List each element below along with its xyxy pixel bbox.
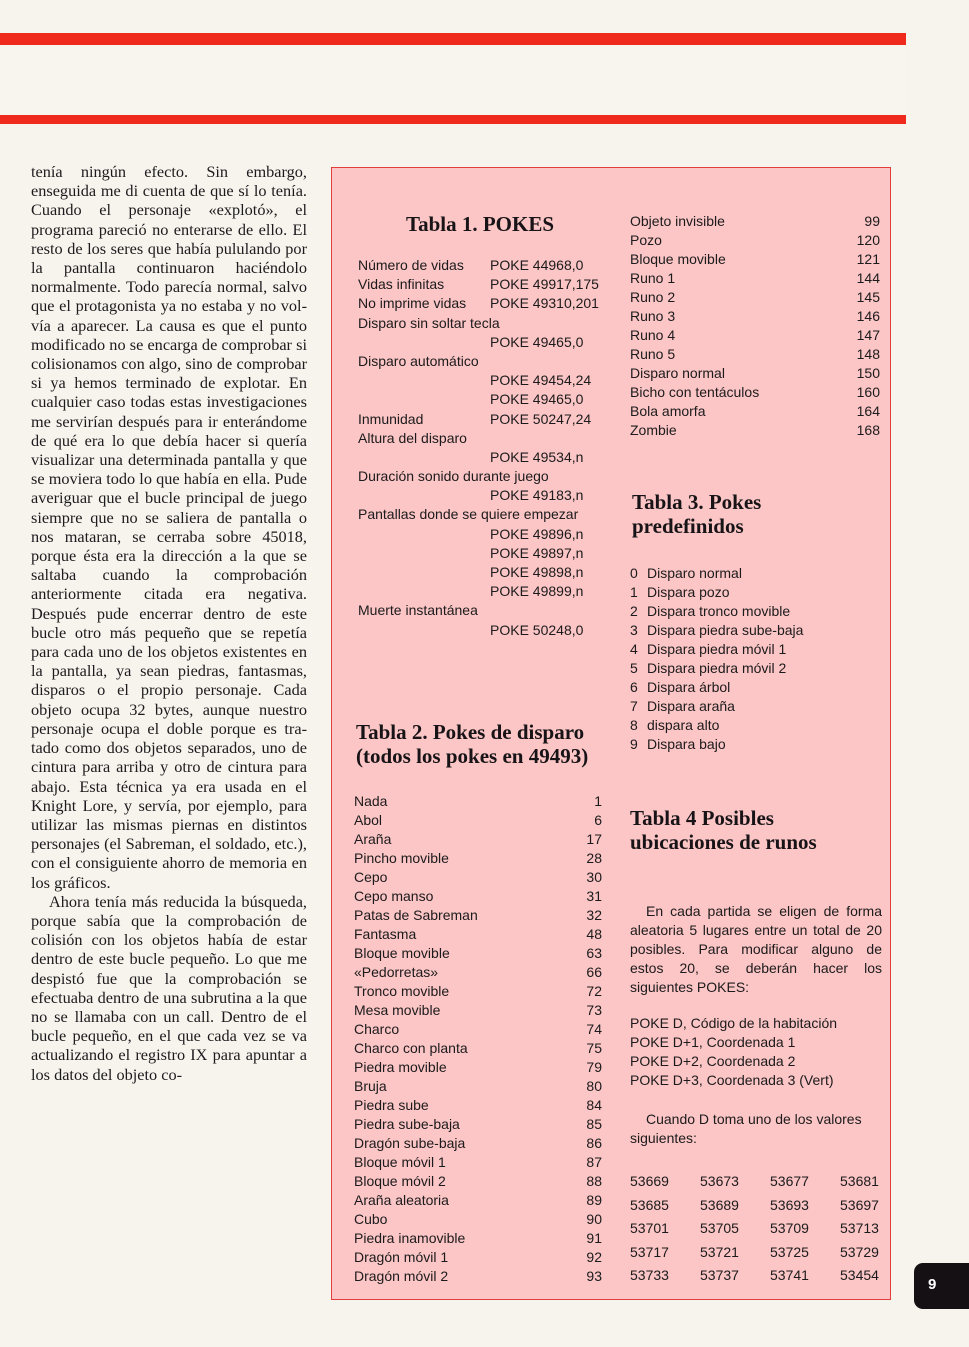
grid-cell: 53701	[630, 1220, 669, 1236]
row-label: Dispara árbol	[647, 679, 731, 695]
grid-cell: 53721	[700, 1243, 739, 1260]
table-row	[358, 275, 618, 294]
row-label: Piedra sube	[354, 1097, 429, 1113]
row-label: Piedra inamovible	[354, 1230, 466, 1246]
table-row	[354, 811, 602, 830]
row-label: Disparo normal	[647, 565, 742, 581]
row-value: 80	[586, 1078, 602, 1094]
table-row	[354, 1248, 602, 1267]
table-row	[358, 390, 618, 409]
table-row	[630, 269, 880, 288]
table-row	[630, 621, 880, 640]
table-row	[630, 697, 880, 716]
row-label: Charco con planta	[354, 1040, 468, 1056]
row-value: 150	[856, 365, 880, 381]
table-row	[354, 925, 602, 944]
row-label: Runo 5	[630, 346, 676, 362]
row-label: Dispara piedra móvil 2	[647, 660, 787, 676]
row-value: 146	[856, 308, 880, 324]
row-label: Zombie	[630, 422, 677, 438]
table-row	[354, 887, 602, 906]
top-red-bar	[0, 33, 906, 45]
tabla3-title: Tabla 3. Pokes predefinidos	[632, 490, 762, 538]
row-value: 79	[586, 1059, 602, 1075]
row-value: 17	[586, 831, 602, 847]
row-value: 86	[586, 1135, 602, 1151]
table-row	[354, 1134, 602, 1153]
row-index: 4	[630, 641, 638, 657]
row-label: Bicho con tentáculos	[630, 384, 760, 400]
table-row	[358, 505, 618, 524]
grid-cell: 53717	[630, 1243, 669, 1260]
row-label: Pincho movible	[354, 850, 449, 866]
table-row	[358, 314, 618, 333]
row-label: Dragón móvil 1	[354, 1249, 449, 1265]
tabla3-list	[630, 564, 880, 754]
table-row	[358, 563, 618, 582]
table-row	[630, 735, 880, 754]
row-label: Runo 2	[630, 289, 676, 305]
tabla2-list	[354, 792, 602, 1286]
row-label: Patas de Sabreman	[354, 907, 478, 923]
row-value: 92	[586, 1249, 602, 1265]
table-row	[630, 421, 880, 440]
row-label: Pozo	[630, 232, 662, 248]
table-row	[354, 1191, 602, 1210]
table-row	[630, 345, 880, 364]
row-index: 9	[630, 736, 638, 752]
row-poke: POKE 49896,n	[490, 525, 584, 542]
row-value: 160	[856, 384, 880, 400]
row-label: Piedra movible	[354, 1059, 447, 1075]
row-label: Objeto invisible	[630, 213, 725, 229]
row-poke: POKE 49183,n	[490, 487, 584, 504]
row-value: 63	[586, 945, 602, 961]
table-row	[354, 1020, 602, 1039]
row-index: 2	[630, 603, 638, 619]
table-row	[354, 1210, 602, 1229]
row-value: 164	[856, 403, 880, 419]
table-row	[630, 659, 880, 678]
tabla4-text	[630, 902, 882, 1148]
row-label: Fantasma	[354, 926, 417, 942]
table-row	[354, 944, 602, 963]
row-value: 145	[856, 289, 880, 305]
row-value: 73	[586, 1002, 602, 1018]
grid-cell: 53729	[840, 1243, 879, 1260]
table-row	[630, 288, 880, 307]
table-row	[358, 486, 618, 505]
row-label: Tronco movible	[354, 983, 450, 999]
row-poke: POKE 44968,0	[490, 257, 584, 273]
row-poke: POKE 49465,0	[490, 333, 584, 350]
row-value: 6	[594, 812, 602, 828]
row-poke: POKE 49454,24	[490, 372, 592, 389]
grid-cell: 53677	[770, 1173, 809, 1189]
grid-cell: 53685	[630, 1196, 669, 1213]
row-index: 7	[630, 698, 638, 714]
row-value: 147	[856, 327, 880, 343]
table-row	[358, 352, 618, 371]
table-row	[630, 678, 880, 697]
tables-box	[331, 167, 891, 1300]
row-value: 72	[586, 983, 602, 999]
grid-cell: 53693	[770, 1196, 809, 1213]
row-value: 99	[864, 213, 880, 229]
table-row	[354, 906, 602, 925]
row-value: 148	[856, 346, 880, 362]
table-row	[358, 256, 618, 275]
table-row	[358, 601, 618, 620]
row-value: 85	[586, 1116, 602, 1132]
row-value: 88	[586, 1173, 602, 1189]
table-row	[630, 402, 880, 421]
row-label: Runo 1	[630, 270, 676, 286]
table-row	[358, 410, 618, 429]
tabla4-pokes	[630, 1014, 882, 1090]
row-label: Mesa movible	[354, 1002, 441, 1018]
row-value: 74	[586, 1021, 602, 1037]
table-row	[630, 564, 880, 583]
table-row	[354, 963, 602, 982]
row-value: 75	[586, 1040, 602, 1056]
row-poke: POKE 50247,24	[490, 410, 592, 427]
row-label: Dragón móvil 2	[354, 1268, 449, 1284]
table-row	[630, 250, 880, 269]
row-label: Nada	[354, 793, 388, 809]
table-row	[630, 231, 880, 250]
page-number: 9	[928, 1276, 937, 1293]
row-value: 87	[586, 1154, 602, 1170]
grid-cell: 53709	[770, 1220, 809, 1236]
table-row	[358, 294, 618, 313]
table-row	[354, 1039, 602, 1058]
tabla1-title: Tabla 1. POKES	[406, 212, 555, 236]
table-row	[354, 1115, 602, 1134]
row-label: Bola amorfa	[630, 403, 706, 419]
table-row	[354, 830, 602, 849]
tabla4-intro: En cada partida se eligen de forma aleatoria 5 lugares entre un total de 20 posibles. Para modificar alguno de estos 20, se deberán hacer los siguientes POKES:	[630, 903, 882, 995]
tabla2-title: Tabla 2. Pokes de disparo (todos los pokes en 49493)	[356, 720, 589, 768]
table-row	[358, 525, 618, 544]
table-row	[630, 602, 880, 621]
table-row	[630, 307, 880, 326]
row-poke: POKE 49917,175	[490, 276, 599, 293]
row-value: 144	[856, 270, 880, 286]
row-poke: POKE 49898,n	[490, 564, 584, 580]
row-label: Dispara piedra sube-baja	[647, 622, 804, 638]
row-label: Disparo sin soltar tecla	[358, 314, 500, 331]
row-label: Bloque movible	[354, 945, 450, 961]
table-row	[358, 371, 618, 390]
grid-cell: 53454	[840, 1267, 879, 1283]
grid-cell: 53713	[840, 1220, 879, 1236]
row-poke: POKE 49465,0	[490, 391, 584, 408]
grid-cell: 53705	[700, 1220, 739, 1236]
second-red-bar	[0, 115, 906, 124]
article-text	[31, 162, 307, 1084]
row-label: Araña	[354, 831, 392, 847]
row-value: 66	[586, 964, 602, 980]
row-index: 8	[630, 717, 638, 733]
tabla4-cuando: Cuando D toma uno de los valores siguientes:	[630, 1111, 862, 1146]
row-label: Vidas infinitas	[358, 276, 445, 293]
row-label: Piedra sube-baja	[354, 1116, 460, 1132]
row-label: Dispara bajo	[647, 736, 726, 752]
row-label: Bloque móvil 2	[354, 1173, 446, 1189]
grid-cell: 53725	[770, 1243, 809, 1260]
row-label: Bruja	[354, 1078, 387, 1094]
row-label: No imprime vidas	[358, 295, 467, 312]
table-row	[358, 544, 618, 563]
row-index: 0	[630, 565, 638, 581]
table-row	[354, 1153, 602, 1172]
row-poke: POKE 50248,0	[490, 621, 584, 638]
row-index: 6	[630, 679, 638, 695]
table-row	[354, 1077, 602, 1096]
row-label: Duración sonido durante juego	[358, 468, 549, 485]
row-label: Cepo manso	[354, 888, 434, 904]
table-row	[358, 448, 618, 467]
row-poke: POKE 49534,n	[490, 448, 584, 465]
grid-row	[630, 1173, 880, 1197]
objetos-list	[630, 212, 880, 440]
row-value: 168	[856, 422, 880, 438]
table-row	[354, 1229, 602, 1248]
row-label: dispara alto	[647, 717, 720, 733]
row-value: 120	[856, 232, 880, 248]
row-label: Disparo normal	[630, 365, 725, 381]
grid-row	[630, 1267, 880, 1291]
table-row	[630, 326, 880, 345]
poke-line: POKE D, Código de la habitación	[630, 1015, 838, 1031]
row-label: Disparo automático	[358, 352, 479, 369]
row-value: 32	[586, 907, 602, 923]
table-row	[358, 429, 618, 448]
table-row	[630, 364, 880, 383]
row-index: 3	[630, 622, 638, 638]
row-label: Altura del disparo	[358, 429, 467, 446]
row-value: 91	[586, 1230, 602, 1246]
row-label: Araña aleatoria	[354, 1192, 449, 1208]
row-value: 28	[586, 850, 602, 866]
table-row	[354, 1058, 602, 1077]
table-row	[354, 868, 602, 887]
row-label: Dragón sube-baja	[354, 1135, 466, 1151]
row-index: 5	[630, 660, 638, 676]
poke-line: POKE D+3, Coordenada 3 (Vert)	[630, 1072, 834, 1088]
row-poke: POKE 49899,n	[490, 583, 584, 600]
row-label: «Pedorretas»	[354, 964, 439, 980]
table-row	[358, 582, 618, 601]
table-row	[354, 1267, 602, 1286]
row-value: 89	[586, 1192, 602, 1208]
grid-cell: 53741	[770, 1267, 809, 1283]
row-label: Dispara piedra móvil 1	[647, 641, 787, 657]
table-row	[354, 849, 602, 868]
table-row	[358, 621, 618, 640]
poke-line: POKE D+2, Coordenada 2	[630, 1053, 796, 1069]
row-poke: POKE 49897,n	[490, 544, 584, 561]
poke-line: POKE D+1, Coordenada 1	[630, 1034, 796, 1050]
row-value: 84	[586, 1097, 602, 1113]
row-label: Muerte instantánea	[358, 602, 478, 619]
row-value: 48	[586, 926, 602, 942]
grid-row	[630, 1220, 880, 1244]
row-label: Pantallas donde se quiere empezar	[358, 506, 579, 523]
row-label: Runo 4	[630, 327, 676, 343]
table-row	[630, 716, 880, 735]
row-label: Número de vidas	[358, 257, 464, 273]
tabla4-title: Tabla 4 Posibles ubicaciones de runos	[630, 806, 817, 854]
page-number-tab	[914, 1263, 969, 1309]
table-row	[358, 467, 618, 486]
grid-cell: 53697	[840, 1196, 879, 1213]
row-label: Dispara araña	[647, 698, 735, 714]
tabla4-values-grid	[630, 1173, 880, 1291]
header-band	[0, 45, 906, 115]
row-value: 1	[594, 793, 602, 809]
article-paragraph: tenía ningún efecto. Sin embargo, enseguida me di cuenta de que sí lo tenía. Cuando el personaje «explotó», el programa pareció no enterarse de ello. El resto de los seres que había pululando por la pantalla continuaron haciéndolo normalmente. Todo parecía normal, salvo que el protagonista ya no estaba y no volvía a aparecer. La causa es que el punto modificado no se encarga de comprobar si colisionamos con algo, sino de comprobar si ya hemos terminado de explotar. En cualquier caso todas estas investigaciones me servirían después para ir enterándome de qué era lo que debía hacer si quería visualizar una determinada pantalla y que se moviera todo lo que había en ella. Pude averiguar que el bucle principal de juego siempre que no se saliera de pantalla o nos mataran, se cerraba sobre 45018, porque ésta era la dirección a la que se saltaba cuando la comprobación anteriormente citada era negativa. Después pude encerrar dentro de este bucle otro más pequeño que se repetía para cada uno de los objetos existentes en la pantalla, ya sean piedras, fantasmas, disparos o el propio personaje. Cada objeto ocupa 32 bytes, aunque nuestro personaje ocupa el doble porque es tratado como dos objetos separados, uno de cintura para arriba y otro de cintura para abajo. Esta técnica ya era usada en el Knight Lore, y servía, por ejemplo, para utilizar las mismas piernas en distintos personajes (el Sabreman, el soldado, etc.), con el consiguiente ahorro de memoria en los gráficos.	[31, 162, 307, 892]
grid-cell: 53673	[700, 1173, 739, 1189]
row-label: Bloque movible	[630, 251, 726, 267]
table-row	[354, 982, 602, 1001]
grid-cell: 53737	[700, 1267, 739, 1283]
row-label: Inmunidad	[358, 410, 424, 427]
row-label: Cubo	[354, 1211, 388, 1227]
grid-cell: 53681	[840, 1173, 879, 1189]
table-row	[354, 792, 602, 811]
grid-cell: 53669	[630, 1173, 669, 1189]
row-label: Dispara tronco movible	[647, 603, 791, 619]
row-value: 90	[586, 1211, 602, 1227]
table-row	[630, 383, 880, 402]
row-label: Charco	[354, 1021, 400, 1037]
table-row	[630, 583, 880, 602]
grid-row	[630, 1197, 880, 1221]
table-row	[354, 1172, 602, 1191]
tabla1-list	[358, 256, 618, 640]
table-row	[354, 1001, 602, 1020]
table-row	[358, 333, 618, 352]
row-poke: POKE 49310,201	[490, 295, 599, 312]
row-label: Cepo	[354, 869, 388, 885]
row-value: 121	[856, 251, 880, 267]
table-row	[630, 640, 880, 659]
table-row	[630, 212, 880, 231]
row-value: 30	[586, 869, 602, 885]
row-label: Runo 3	[630, 308, 676, 324]
row-label: Bloque móvil 1	[354, 1154, 446, 1170]
row-label: Abol	[354, 812, 383, 828]
grid-row	[630, 1244, 880, 1268]
table-row	[354, 1096, 602, 1115]
row-value: 31	[586, 888, 602, 904]
grid-cell: 53733	[630, 1267, 669, 1283]
row-label: Dispara pozo	[647, 584, 730, 600]
article-paragraph: Ahora tenía más reducida la búsqueda, porque sabía que la comprobación de colisión con los objetos había de estar dentro de este bucle pequeño. Lo que me despistó fue que la comprobación se efectuaba dentro de una subrutina a la que no se llamaba con un call. Dentro de el bucle pequeño, en el que cada vez se va actualizando el registro IX para apuntar a los datos del objeto co-	[31, 891, 307, 1084]
row-index: 1	[630, 584, 638, 600]
row-value: 93	[586, 1268, 602, 1284]
grid-cell: 53689	[700, 1196, 739, 1213]
